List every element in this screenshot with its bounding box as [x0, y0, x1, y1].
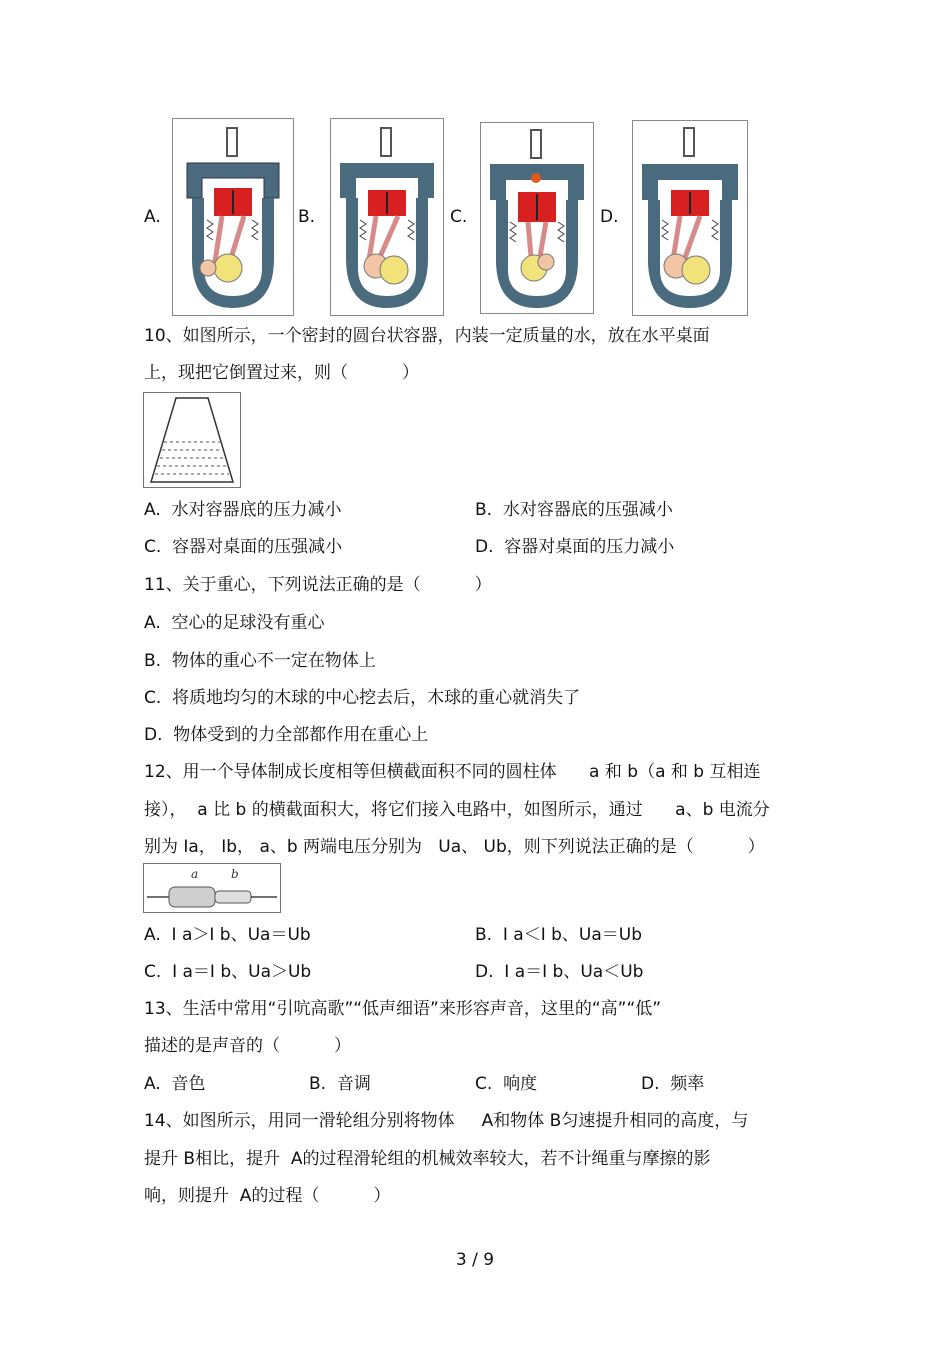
q12-stem-line2: 接）， a 比 b 的横截面积大，将它们接入电路中，如图所示，通过 a、b 电流分 — [144, 800, 770, 820]
q12-option-a: A. I a＞I b、Ua＝Ub — [144, 925, 311, 945]
conductor-figure — [143, 863, 281, 913]
q9-option-c-label: C. — [450, 207, 468, 227]
q14-stem-line1: 14、如图所示，用同一滑轮组分别将物体 A和物体 B匀速提升相同的高度，与 — [144, 1111, 749, 1131]
q13-stem-line2: 描述的是声音的（ ） — [144, 1036, 352, 1056]
engine-figure-c — [480, 122, 594, 314]
q14-stem-line2: 提升 B相比，提升 A的过程滑轮组的机械效率较大，若不计绳重与摩擦的影 — [144, 1149, 711, 1169]
q12-option-c: C. I a＝I b、Ua＞Ub — [144, 962, 312, 982]
q12-option-b: B. I a＜I b、Ua＝Ub — [475, 925, 643, 945]
q14-stem-line3: 响，则提升 A的过程（ ） — [144, 1186, 391, 1206]
conductor-label-b: b — [231, 867, 239, 881]
q12-option-d: D. I a＝I b、Ua＜Ub — [475, 962, 644, 982]
q10-option-c: C. 容器对桌面的压强减小 — [144, 537, 343, 557]
q10-stem-line2: 上，现把它倒置过来，则（ ） — [144, 363, 420, 383]
q13-option-b: B. 音调 — [309, 1074, 371, 1094]
engine-figure-a — [172, 118, 294, 316]
q11-option-b: B. 物体的重心不一定在物体上 — [144, 651, 376, 671]
q12-stem-line1: 12、用一个导体制成长度相等但横截面积不同的圆柱体 a 和 b（a 和 b 互相连 — [144, 762, 761, 782]
q13-option-c: C. 响度 — [475, 1074, 538, 1094]
q11-option-d: D. 物体受到的力全部都作用在重心上 — [144, 725, 429, 745]
page-number: 3 / 9 — [455, 1250, 495, 1270]
q11-option-a: A. 空心的足球没有重心 — [144, 613, 325, 633]
q9-option-b-label: B. — [298, 207, 316, 227]
q9-option-a-label: A. — [144, 207, 161, 227]
q11-stem: 11、关于重心，下列说法正确的是（ ） — [144, 575, 492, 595]
conductor-label-a: a — [191, 867, 199, 881]
q13-option-d: D. 频率 — [641, 1074, 705, 1094]
q10-stem-line1: 10、如图所示，一个密封的圆台状容器，内装一定质量的水，放在水平桌面 — [144, 326, 710, 346]
q12-stem-line3: 别为 Ia， Ib， a、b 两端电压分别为 Ua、 Ub，则下列说法正确的是（ ） — [144, 837, 765, 857]
frustum-container-figure — [143, 392, 241, 488]
q10-option-a: A. 水对容器底的压力减小 — [144, 500, 342, 520]
q13-stem-line1: 13、生活中常用“引吭高歌”“低声细语”来形容声音，这里的“高”“低” — [144, 999, 662, 1019]
q11-option-c: C. 将质地均匀的木球的中心挖去后，木球的重心就消失了 — [144, 688, 581, 708]
q10-option-d: D. 容器对桌面的压力减小 — [475, 537, 675, 557]
q9-option-d-label: D. — [600, 207, 619, 227]
q13-option-a: A. 音色 — [144, 1074, 206, 1094]
q10-option-b: B. 水对容器底的压强减小 — [475, 500, 673, 520]
engine-figure-b — [330, 118, 444, 316]
engine-figure-d — [632, 120, 748, 316]
